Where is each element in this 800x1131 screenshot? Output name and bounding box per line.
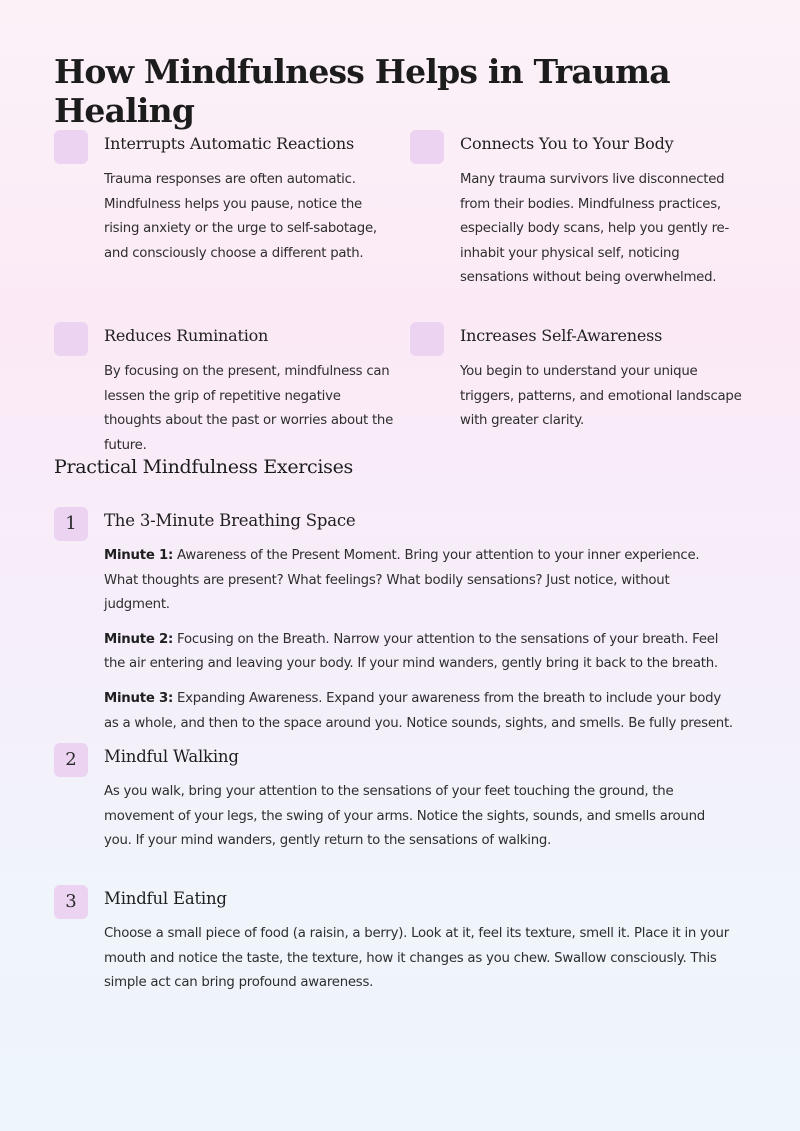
benefit-text: Trauma responses are often automatic. Mindfulness helps you pause, notice the rising anxiety or the urge to self-sabotage, and consciously choose a different path. (104, 172, 377, 261)
benefit-title: Connects You to Your Body (460, 134, 674, 153)
step-text: Expanding Awareness. Expand your awareness from the breath to include your body as a whole, and then to the space around you. Notice sounds, sights, and smells. Be fully present. (104, 690, 733, 731)
benefit-text: You begin to understand your unique triggers, patterns, and emotional landscape with greater clarity. (460, 364, 742, 429)
benefit-icon-box (410, 130, 444, 164)
exercise-body (104, 922, 734, 1006)
exercise-text: As you walk, bring your attention to the sensations of your feet touching the ground, the movement of your legs, the swing of your arms. Notice the sights, sounds, and smells around you. If your mind wanders, gently return to the sensations of walking. (104, 784, 705, 849)
benefit-text: Many trauma survivors live disconnected from their bodies. Mindfulness practices, especially body scans, help you gently re-inhabit your physical self, noticing sensations without being overwhelmed. (460, 172, 730, 286)
exercise-number-badge: 3 (54, 885, 88, 919)
benefit-title: Increases Self-Awareness (460, 326, 663, 345)
exercise-body (104, 544, 734, 746)
exercise-body (104, 780, 734, 864)
exercise-step (104, 687, 734, 736)
step-text: Awareness of the Present Moment. Bring your attention to your inner experience. What thoughts are present? What feelings? What bodily sensations? Just notice, without judgment. (104, 548, 700, 613)
exercise-step (104, 628, 734, 677)
benefit-icon-box (54, 322, 88, 356)
step-text: Focusing on the Breath. Narrow your attention to the sensations of your breath. Feel the air entering and leaving your body. If your mind wanders, gently bring it back to the breath. (104, 631, 719, 672)
exercise-step (104, 544, 734, 618)
step-label: Minute 1: (104, 548, 174, 563)
benefit-icon-box (54, 130, 88, 164)
benefit-title: Reduces Rumination (104, 326, 269, 345)
exercise-text: Choose a small piece of food (a raisin, a berry). Look at it, feel its texture, smell it. Place it in your mouth and notice the taste, the texture, how it changes as you chew. Swallow consciously. This simple act can bring profound awareness. (104, 926, 729, 991)
exercise-title: The 3-Minute Breathing Space (104, 511, 356, 530)
step-label: Minute 2: (104, 631, 174, 647)
benefit-icon-box (410, 322, 444, 356)
page-title: How Mindfulness Helps in Trauma Healing (54, 52, 670, 130)
exercise-title: Mindful Walking (104, 747, 239, 766)
step-label: Minute 3: (104, 690, 174, 706)
benefit-title: Interrupts Automatic Reactions (104, 134, 355, 153)
exercises-heading: Practical Mindfulness Exercises (54, 456, 354, 478)
exercise-number-badge: 2 (54, 743, 88, 777)
exercise-number-badge: 1 (54, 507, 88, 541)
benefit-text: By focusing on the present, mindfulness can lessen the grip of repetitive negative thoughts about the past or worries about the future. (104, 364, 394, 453)
exercise-title: Mindful Eating (104, 889, 227, 908)
